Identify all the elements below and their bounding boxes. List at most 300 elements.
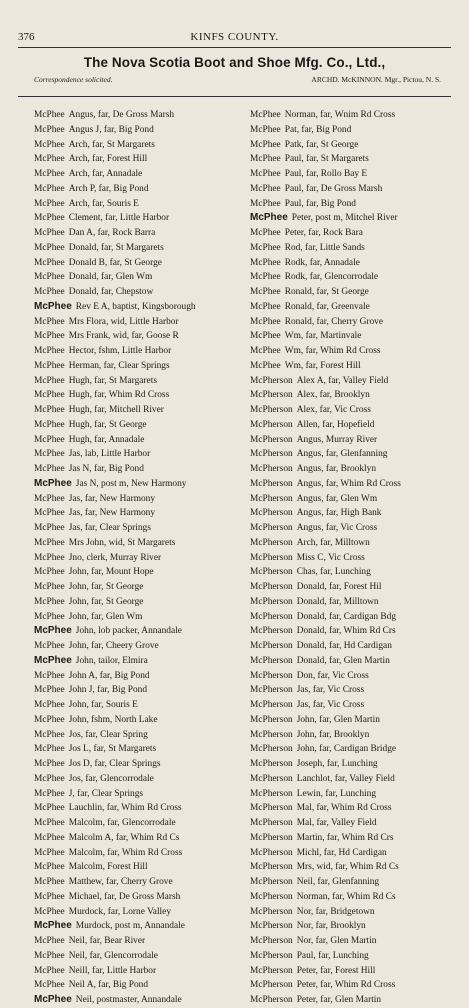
entry-surname: McPhee xyxy=(34,596,65,607)
entry-details: Hugh, far, St George xyxy=(68,419,147,430)
entry-surname: McPhee xyxy=(34,906,65,917)
directory-entry xyxy=(34,964,246,979)
entry-surname: McPherson xyxy=(250,508,293,519)
entry-details: Angus, far, Glenfanning xyxy=(296,449,388,460)
directory-entry xyxy=(250,374,455,389)
entry-surname: McPhee xyxy=(34,464,65,474)
entry-details: Alex, far, Brooklyn xyxy=(296,390,370,401)
directory-entry xyxy=(34,801,246,816)
entry-details: Neil, far, Bear River xyxy=(68,936,146,946)
entry-details: John, lob packer, Annandale xyxy=(75,626,182,637)
entry-surname: McPhee xyxy=(34,625,72,637)
entry-surname: McPhee xyxy=(34,818,65,828)
entry-details: Matthew, far, Cherry Grove xyxy=(68,877,173,887)
entry-details: Clement, far, Little Harbor xyxy=(68,213,170,224)
directory-entry xyxy=(34,846,246,861)
entry-surname: McPhee xyxy=(34,700,65,710)
directory-entry xyxy=(250,359,455,374)
entry-surname: McPhee xyxy=(34,346,65,356)
directory-entry xyxy=(250,890,455,905)
directory-entry xyxy=(34,315,246,330)
entry-surname: McPhee xyxy=(34,331,65,342)
entry-details: John, far, Cardigan Bridge xyxy=(296,744,397,755)
entry-details: Rodk, far, Annadale xyxy=(284,257,360,268)
directory-entry xyxy=(34,374,246,389)
entry-surname: McPhee xyxy=(34,788,65,799)
entry-surname: McPhee xyxy=(34,257,65,268)
left-column xyxy=(34,108,246,1008)
entry-details: John, far, Glen Wm xyxy=(68,611,143,622)
directory-entry xyxy=(34,787,246,802)
entry-surname: McPhee xyxy=(34,169,65,179)
directory-entry xyxy=(250,403,455,418)
entry-details: John A, far, Big Pond xyxy=(68,670,150,681)
entry-details: Neill, far, Little Harbor xyxy=(68,965,157,976)
entry-details: Dan A, far, Rock Barra xyxy=(68,228,156,238)
entry-details: Neil, far, Glenfanning xyxy=(296,877,380,887)
directory-entry xyxy=(250,506,455,521)
entry-details: John, far, Brooklyn xyxy=(296,729,370,740)
directory-entry xyxy=(34,152,246,167)
entry-details: Jos D, far, Clear Springs xyxy=(68,759,161,769)
directory-entry xyxy=(250,388,455,403)
entry-surname: McPherson xyxy=(250,759,293,769)
entry-surname: McPherson xyxy=(250,537,293,548)
directory-entry xyxy=(250,698,455,713)
directory-entry xyxy=(34,565,246,580)
entry-details: John, far, Cheery Grove xyxy=(68,641,159,651)
directory-entry xyxy=(250,934,455,949)
directory-entry xyxy=(250,418,455,433)
directory-entry xyxy=(250,905,455,920)
entry-surname: McPherson xyxy=(250,773,293,784)
directory-entry xyxy=(34,108,246,123)
entry-surname: McPhee xyxy=(34,552,65,563)
entry-surname: McPhee xyxy=(34,375,65,386)
entry-details: Herman, far, Clear Springs xyxy=(68,360,170,371)
directory-entry xyxy=(34,359,246,374)
entry-surname: McPherson xyxy=(250,921,293,932)
directory-entry xyxy=(250,831,455,846)
entry-details: Murdock, far, Lorne Valley xyxy=(68,906,172,917)
entry-details: Peter, far, Whim Rd Cross xyxy=(296,980,396,991)
ad-title: The Nova Scotia Boot and Shoe Mfg. Co., Ltd., xyxy=(83,55,386,70)
entry-surname: McPhee xyxy=(34,242,65,253)
entry-details: John, far, St George xyxy=(68,582,144,592)
directory-entry xyxy=(34,624,246,639)
entry-surname: McPhee xyxy=(34,670,65,681)
directory-entry xyxy=(250,742,455,757)
directory-entry xyxy=(250,433,455,448)
entry-surname: McPhee xyxy=(34,877,65,887)
entry-details: Joseph, far, Lunching xyxy=(296,759,378,769)
entry-details: Jas, far, Clear Springs xyxy=(68,523,151,533)
directory-entry xyxy=(250,683,455,698)
directory-entry xyxy=(250,256,455,271)
entry-details: Hugh, far, Annadale xyxy=(68,434,145,445)
directory-entry xyxy=(34,521,246,536)
entry-details: Arch, far, Annadale xyxy=(68,169,143,179)
directory-entry xyxy=(250,447,455,462)
entry-details: Donald, far, Milltown xyxy=(296,596,379,607)
page-number: 376 xyxy=(18,31,35,43)
entry-surname: McPherson xyxy=(250,965,293,976)
entry-surname: McPhee xyxy=(250,287,281,297)
directory-entry xyxy=(250,624,455,639)
directory-entry xyxy=(250,919,455,934)
entry-surname: McPhee xyxy=(250,346,281,356)
entry-details: Michael, far, De Gross Marsh xyxy=(68,891,181,902)
entry-details: Arch, far, St Margarets xyxy=(68,139,155,150)
entry-details: Jas, far, Vic Cross xyxy=(296,685,365,696)
directory-entry xyxy=(34,123,246,138)
entry-details: Hugh, far, Whim Rd Cross xyxy=(68,390,170,401)
directory-entry xyxy=(34,860,246,875)
entry-surname: McPhee xyxy=(34,641,65,651)
entry-surname: McPhee xyxy=(34,508,65,519)
directory-entry xyxy=(250,757,455,772)
directory-entry xyxy=(250,211,455,226)
directory-entry xyxy=(250,329,455,344)
entry-surname: McPhee xyxy=(34,154,65,165)
entry-surname: McPherson xyxy=(250,906,293,917)
entry-surname: McPhee xyxy=(34,654,72,666)
entry-surname: McPherson xyxy=(250,936,293,946)
entry-surname: McPherson xyxy=(250,523,293,533)
directory-entry xyxy=(250,536,455,551)
entry-details: Donald, far, Glen Wm xyxy=(68,272,153,283)
directory-entry xyxy=(250,993,455,1008)
entry-surname: McPhee xyxy=(250,110,281,120)
entry-surname: McPherson xyxy=(250,950,293,961)
directory-entry xyxy=(34,639,246,654)
directory-entry xyxy=(34,978,246,993)
entry-details: Paul, far, Big Pond xyxy=(284,198,356,209)
directory-entry xyxy=(250,565,455,580)
directory-entry xyxy=(34,270,246,285)
entry-details: John, far, Glen Martin xyxy=(296,714,380,725)
directory-entry xyxy=(250,492,455,507)
entry-details: Jno, clerk, Murray River xyxy=(68,552,162,563)
entry-surname: McPhee xyxy=(34,980,65,991)
entry-details: Lewin, far, Lunching xyxy=(296,788,377,799)
entry-details: Angus, far, De Gross Marsh xyxy=(68,110,175,120)
entry-details: Jas, far, New Harmony xyxy=(68,493,156,504)
entry-surname: McPhee xyxy=(250,242,281,253)
entry-surname: McPherson xyxy=(250,818,293,828)
directory-entry xyxy=(34,418,246,433)
entry-surname: McPhee xyxy=(34,920,72,932)
entry-surname: McPherson xyxy=(250,449,293,460)
entry-surname: McPherson xyxy=(250,626,293,637)
right-column xyxy=(250,108,455,1008)
entry-surname: McPherson xyxy=(250,478,293,489)
page-header xyxy=(18,31,451,43)
entry-details: Hugh, far, Mitchell River xyxy=(68,405,164,415)
header-rule-top xyxy=(18,47,451,48)
directory-entry xyxy=(34,551,246,566)
entry-surname: McPherson xyxy=(250,891,293,902)
entry-surname: McPhee xyxy=(34,300,72,312)
directory-entry xyxy=(34,610,246,625)
entry-details: Don, far, Vic Cross xyxy=(296,670,369,681)
entry-details: Chas, far, Lunching xyxy=(296,567,371,578)
entry-surname: McPherson xyxy=(250,980,293,991)
entry-details: Rev E A, baptist, Kingsborough xyxy=(75,301,196,312)
entry-details: Nor, far, Glen Martin xyxy=(296,936,377,946)
directory-entry xyxy=(34,433,246,448)
entry-surname: McPhee xyxy=(34,419,65,430)
directory-entry xyxy=(250,138,455,153)
entry-surname: McPhee xyxy=(34,685,65,696)
entry-details: Alex A, far, Valley Field xyxy=(296,375,389,386)
directory-entry xyxy=(250,580,455,595)
directory-entry xyxy=(34,285,246,300)
entry-surname: McPhee xyxy=(34,434,65,445)
advertisement-banner xyxy=(18,51,451,95)
entry-details: Lanchlot, far, Valley Field xyxy=(296,773,395,784)
entry-details: John, far, Mount Hope xyxy=(68,567,154,578)
directory-entry xyxy=(34,713,246,728)
directory-entry xyxy=(250,182,455,197)
entry-details: Jos, far, Glencorrodale xyxy=(68,773,154,784)
ad-manager: ARCHD. McKINNON. Mgr., Pictou, N. S. xyxy=(311,75,441,84)
entry-surname: McPhee xyxy=(34,316,65,327)
entry-details: Donald, far, Chepstow xyxy=(68,287,154,297)
entry-details: Donald B, far, St George xyxy=(68,257,162,268)
directory-entry xyxy=(250,315,455,330)
directory-entry xyxy=(250,108,455,123)
entry-surname: McPhee xyxy=(250,198,281,209)
directory-entry xyxy=(250,477,455,492)
entry-surname: McPhee xyxy=(34,891,65,902)
directory-entry xyxy=(250,787,455,802)
entry-details: Mal, far, Valley Field xyxy=(296,818,377,828)
directory-entry xyxy=(250,654,455,669)
entry-surname: McPherson xyxy=(250,847,293,858)
directory-entry xyxy=(34,447,246,462)
entry-details: Rodk, far, Glencorrodale xyxy=(284,272,379,283)
directory-entry xyxy=(34,919,246,934)
directory-entry xyxy=(34,772,246,787)
entry-details: Donald, far, Whim Rd Crs xyxy=(296,626,396,637)
entry-surname: McPhee xyxy=(34,714,65,725)
entry-surname: McPherson xyxy=(250,803,293,814)
directory-entry xyxy=(250,816,455,831)
entry-surname: McPhee xyxy=(34,139,65,150)
entry-surname: McPherson xyxy=(250,877,293,887)
entry-details: Peter, post m, Mitchel River xyxy=(291,213,398,224)
directory-entry xyxy=(250,949,455,964)
entry-details: John, fshm, North Lake xyxy=(68,714,158,725)
entry-surname: McPherson xyxy=(250,493,293,504)
entry-surname: McPherson xyxy=(250,862,293,873)
directory-entry xyxy=(250,241,455,256)
header-rule-bottom xyxy=(18,96,451,97)
entry-surname: McPherson xyxy=(250,788,293,799)
entry-details: Martin, far, Whim Rd Crs xyxy=(296,832,394,843)
entry-surname: McPhee xyxy=(250,360,281,371)
entry-surname: McPherson xyxy=(250,464,293,474)
directory-entry xyxy=(34,506,246,521)
directory-entry xyxy=(34,241,246,256)
entry-details: Norman, far, Whim Rd Cs xyxy=(296,891,396,902)
directory-entry xyxy=(250,152,455,167)
entry-details: Jas N, far, Big Pond xyxy=(68,464,144,474)
entry-surname: McPhee xyxy=(250,272,281,283)
directory-entry xyxy=(250,344,455,359)
entry-surname: McPherson xyxy=(250,700,293,710)
directory-entry xyxy=(34,462,246,477)
entry-details: Mrs Flora, wid, Little Harbor xyxy=(68,316,179,327)
entry-surname: McPhee xyxy=(250,169,281,179)
entry-surname: McPhee xyxy=(34,936,65,946)
directory-entry xyxy=(34,182,246,197)
entry-surname: McPhee xyxy=(34,611,65,622)
entry-surname: McPhee xyxy=(34,405,65,415)
entry-details: Arch P, far, Big Pond xyxy=(68,183,149,194)
entry-details: Peter, far, Rock Bara xyxy=(284,228,363,238)
directory-entry xyxy=(34,949,246,964)
entry-surname: McPhee xyxy=(34,994,72,1005)
entry-surname: McPhee xyxy=(250,154,281,165)
entry-details: Peter, far, Forest Hill xyxy=(296,965,376,976)
directory-entry xyxy=(34,344,246,359)
entry-surname: McPhee xyxy=(34,390,65,401)
entry-surname: McPhee xyxy=(34,360,65,371)
entry-details: Pat, far, Big Pond xyxy=(284,124,352,135)
entry-surname: McPherson xyxy=(250,375,293,386)
entry-details: John, far, Souris E xyxy=(68,700,138,710)
entry-surname: McPhee xyxy=(250,331,281,342)
directory-entry xyxy=(250,639,455,654)
directory-entry xyxy=(34,492,246,507)
entry-surname: McPherson xyxy=(250,641,293,651)
entry-details: Angus, far, Brooklyn xyxy=(296,464,377,474)
entry-details: Donald, far, Forest Hil xyxy=(296,582,382,592)
entry-details: Neil, postmaster, Annandale xyxy=(75,995,182,1005)
entry-details: J, far, Clear Springs xyxy=(68,788,144,799)
entry-details: Neil, far, Glencorrodale xyxy=(68,950,158,961)
directory-entry xyxy=(250,167,455,182)
directory-entry xyxy=(250,801,455,816)
entry-details: Norman, far, Wnim Rd Cross xyxy=(284,110,396,120)
directory-entry xyxy=(250,595,455,610)
entry-details: Mal, far, Whim Rd Cross xyxy=(296,803,392,814)
entry-details: Ronald, far, Greenvale xyxy=(284,301,370,312)
entry-surname: McPherson xyxy=(250,390,293,401)
directory-entry xyxy=(250,300,455,315)
directory-entry xyxy=(250,728,455,743)
directory-entry xyxy=(34,654,246,669)
entry-details: Hector, fshm, Little Harbor xyxy=(68,346,172,356)
entry-surname: McPhee xyxy=(250,316,281,327)
entry-surname: McPhee xyxy=(34,124,65,135)
entry-surname: McPhee xyxy=(34,862,65,873)
directory-entry xyxy=(34,536,246,551)
directory-entry xyxy=(34,875,246,890)
entry-details: Malcolm, far, Whim Rd Cross xyxy=(68,847,183,858)
entry-surname: McPherson xyxy=(250,685,293,696)
entry-surname: McPhee xyxy=(34,965,65,976)
directory-entry xyxy=(250,978,455,993)
entry-details: Jas N, post m, New Harmony xyxy=(75,478,187,489)
entry-surname: McPhee xyxy=(34,110,65,120)
directory-entry xyxy=(250,270,455,285)
entry-surname: McPhee xyxy=(250,212,288,224)
directory-entry xyxy=(250,551,455,566)
entry-details: Angus J, far, Big Pond xyxy=(68,124,154,135)
entry-details: Peter, far, Glen Martin xyxy=(296,995,382,1005)
entry-details: Rod, far, Little Sands xyxy=(284,242,365,253)
entry-details: Wm, far, Whim Rd Cross xyxy=(284,346,381,356)
directory-entry xyxy=(250,610,455,625)
entry-details: Paul, far, Lunching xyxy=(296,950,369,961)
entry-surname: McPherson xyxy=(250,670,293,681)
entry-details: Malcolm, Forest Hill xyxy=(68,862,148,873)
entry-details: Arch, far, Milltown xyxy=(296,537,370,548)
entry-details: Malcolm A, far, Whim Rd Cs xyxy=(68,832,180,843)
entry-surname: McPherson xyxy=(250,744,293,755)
entry-surname: McPhee xyxy=(34,287,65,297)
entry-details: Neil A, far, Big Pond xyxy=(68,980,149,991)
directory-entry xyxy=(34,683,246,698)
entry-details: Donald, far, St Margarets xyxy=(68,242,164,253)
entry-details: Donald, far, Hd Cardigan xyxy=(296,641,392,651)
entry-surname: McPhee xyxy=(250,257,281,268)
directory-entry xyxy=(250,860,455,875)
entry-surname: McPhee xyxy=(250,139,281,150)
entry-surname: McPhee xyxy=(34,729,65,740)
directory-entry xyxy=(34,167,246,182)
entry-surname: McPhee xyxy=(34,477,72,489)
running-title: KINFS COUNTY. xyxy=(190,31,279,43)
directory-entry xyxy=(34,256,246,271)
entry-surname: McPherson xyxy=(250,582,293,592)
entry-surname: McPhee xyxy=(250,228,281,238)
entry-surname: McPhee xyxy=(34,493,65,504)
entry-surname: McPherson xyxy=(250,596,293,607)
entry-details: Malcolm, far, Glencorrodale xyxy=(68,818,176,828)
entry-details: Paul, far, St Margarets xyxy=(284,154,369,165)
directory-entry xyxy=(34,698,246,713)
directory-entry xyxy=(250,123,455,138)
entry-details: Mrs, wid, far, Whim Rd Cs xyxy=(296,862,399,873)
directory-entry xyxy=(34,477,246,492)
entry-surname: McPhee xyxy=(34,213,65,224)
entry-surname: McPherson xyxy=(250,434,293,445)
directory-entry xyxy=(34,388,246,403)
entry-details: Angus, far, High Bank xyxy=(296,508,382,519)
directory-entry xyxy=(250,462,455,477)
directory-entry xyxy=(34,993,246,1008)
entry-details: Lauchlin, far, Whim Rd Cross xyxy=(68,803,182,814)
entry-details: Allen, far, Hopefield xyxy=(296,419,375,430)
directory-entry xyxy=(34,905,246,920)
directory-entry xyxy=(34,816,246,831)
entry-surname: McPhee xyxy=(34,832,65,843)
directory-entry xyxy=(250,964,455,979)
directory-entry xyxy=(250,875,455,890)
directory-entry xyxy=(250,197,455,212)
entry-details: Ronald, far, St George xyxy=(284,287,369,297)
directory-entry xyxy=(250,669,455,684)
directory-entry xyxy=(34,742,246,757)
entry-details: Angus, far, Glen Wm xyxy=(296,493,378,504)
entry-details: Nor, far, Brooklyn xyxy=(296,921,366,932)
directory-entry xyxy=(34,669,246,684)
entry-surname: McPherson xyxy=(250,611,293,622)
